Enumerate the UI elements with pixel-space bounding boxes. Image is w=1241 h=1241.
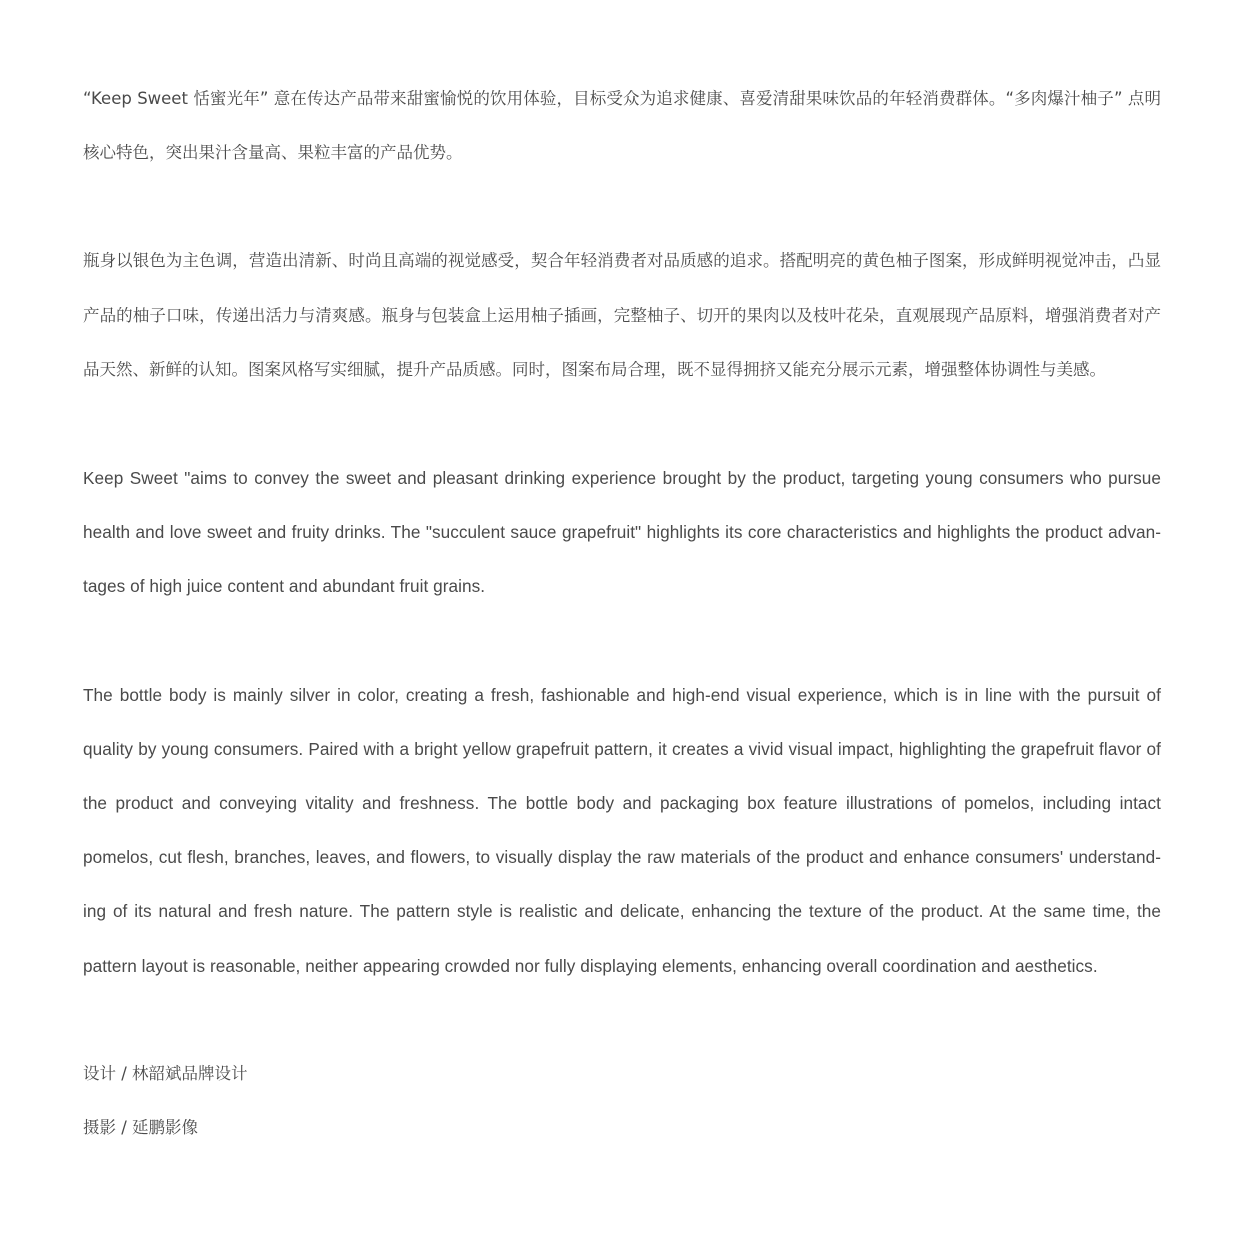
design-credit: 设计 / 林韶斌品牌设计	[83, 1063, 248, 1083]
design-paragraph-zh: 瓶身以银色为主色调，营造出清新、时尚且高端的视觉感受，契合年轻消费者对品质感的追求。搭配明亮的黄色柚子图案，形成鲜明视觉冲击，凸显产品的柚子口味，传递出活力与清爽感。瓶身与包装盒上运用柚子插画，完整柚子、切开的果肉以及枝叶花朵，直观展现产品原料，增强消费者对产品天然、新鲜的认知。图案风格写实细腻，提升产品质感。同时，图案布局合理，既不显得拥挤又能充分展示元素，增强整体协调性与美感。	[83, 251, 1161, 379]
intro-paragraph-en: Keep Sweet "aims to convey the sweet and pleasant drinking experience brought by the product, targeting young consumers who pursue health and love sweet and fruity drinks. The "succulent sauce grapefruit" highlights its core characteristics and highlights the product advan-tages of high juice content and abundant fruit grains.	[83, 468, 1161, 597]
design-paragraph-en: The bottle body is mainly silver in color, creating a fresh, fashionable and high-end visual experience, which is in line with the pursuit of quality by young consumers. Paired with a bright yellow grapefruit pattern, it creates a vivid visual impact, highlighting the grapefruit flavor of the product and conveying vitality and freshness. The bottle body and packaging box feature illustrations of pomelos, including intact pomelos, cut flesh, branches, leaves, and flowers, to visually display the raw materials of the product and enhance consumers' understand-ing of its natural and fresh nature. The pattern style is realistic and delicate, enhancing the texture of the product. At the same time, the pattern layout is reasonable, neither appearing crowded nor fully displaying elements, enhancing overall coordination and aesthetics.	[83, 684, 1161, 976]
paragraph-spacer	[83, 614, 1161, 668]
paragraph-spacer	[83, 397, 1161, 451]
paragraph-spacer	[83, 180, 1161, 234]
article-body	[83, 72, 1161, 1155]
photography-credit: 摄影 / 延鹏影像	[83, 1118, 199, 1138]
intro-paragraph-zh: “Keep Sweet 恬蜜光年” 意在传达产品带来甜蜜愉悦的饮用体验，目标受众为追求健康、喜爱清甜果味饮品的年轻消费群体。“多肉爆汁柚子” 点明核心特色，突出果汁含量高、果粒丰富的产品优势。	[83, 89, 1161, 163]
paragraph-spacer	[83, 993, 1161, 1047]
